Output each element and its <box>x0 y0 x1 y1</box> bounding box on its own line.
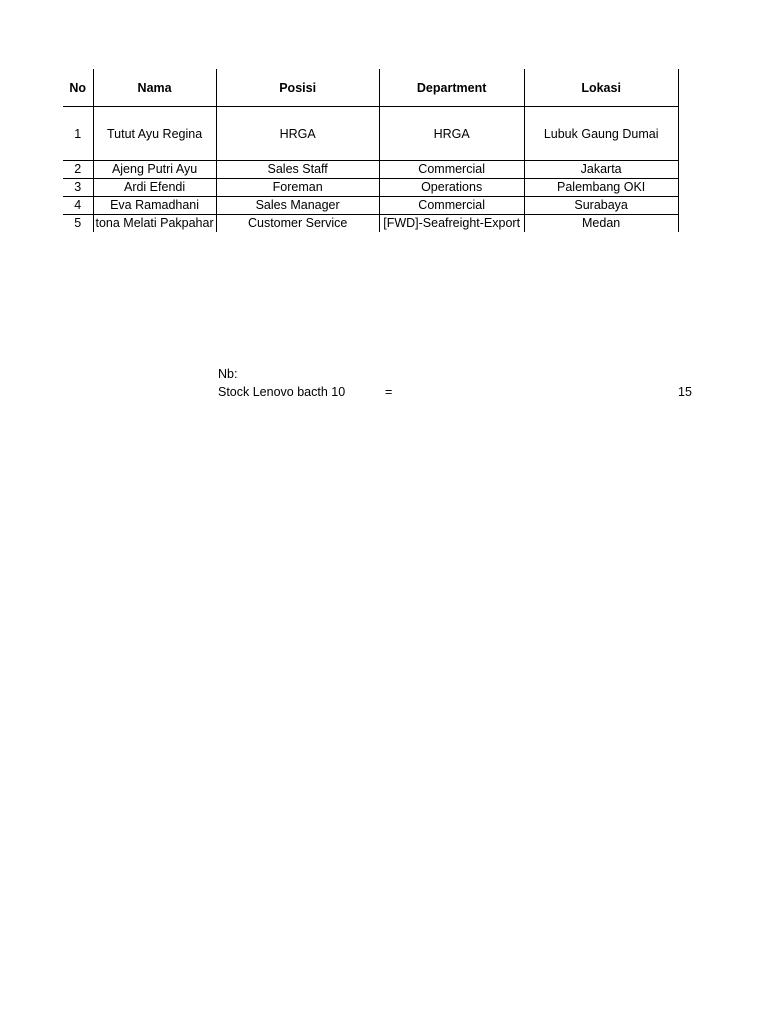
cell-department: Commercial <box>379 161 524 179</box>
cell-posisi: Foreman <box>216 179 379 197</box>
cell-nama: Ajeng Putri Ayu <box>93 161 216 179</box>
cell-no: 5 <box>63 215 93 233</box>
table-row <box>63 197 678 215</box>
cell-posisi: Sales Manager <box>216 197 379 215</box>
cell-no: 3 <box>63 179 93 197</box>
cell-no: 4 <box>63 197 93 215</box>
cell-nama: tona Melati Pakpahar <box>93 215 216 233</box>
header-nama: Nama <box>93 69 216 107</box>
header-department: Department <box>379 69 524 107</box>
cell-lokasi: Palembang OKI <box>524 179 678 197</box>
table-row <box>63 215 678 233</box>
cell-lokasi: Surabaya <box>524 197 678 215</box>
table-row <box>63 161 678 179</box>
cell-nama: Eva Ramadhani <box>93 197 216 215</box>
cell-posisi: HRGA <box>216 107 379 161</box>
cell-nama: Tutut Ayu Regina <box>93 107 216 161</box>
header-lokasi: Lokasi <box>524 69 678 107</box>
employee-table <box>63 69 679 232</box>
stock-label: Stock Lenovo bacth 10 <box>218 385 346 399</box>
table-row <box>63 107 678 161</box>
cell-lokasi: Medan <box>524 215 678 233</box>
stock-value: 15 <box>678 385 692 399</box>
cell-lokasi: Jakarta <box>524 161 678 179</box>
cell-department: [FWD]-Seafreight-Export <box>379 215 524 233</box>
header-posisi: Posisi <box>216 69 379 107</box>
cell-department: Operations <box>379 179 524 197</box>
cell-lokasi: Lubuk Gaung Dumai <box>524 107 678 161</box>
cell-department: HRGA <box>379 107 524 161</box>
cell-no: 1 <box>63 107 93 161</box>
note-label: Nb: <box>218 367 238 381</box>
cell-nama: Ardi Efendi <box>93 179 216 197</box>
table-header-row <box>63 69 678 107</box>
cell-posisi: Customer Service <box>216 215 379 233</box>
header-no: No <box>63 69 93 107</box>
cell-department: Commercial <box>379 197 524 215</box>
cell-posisi: Sales Staff <box>216 161 379 179</box>
cell-no: 2 <box>63 161 93 179</box>
equals-sign: = <box>385 385 393 399</box>
table-row <box>63 179 678 197</box>
